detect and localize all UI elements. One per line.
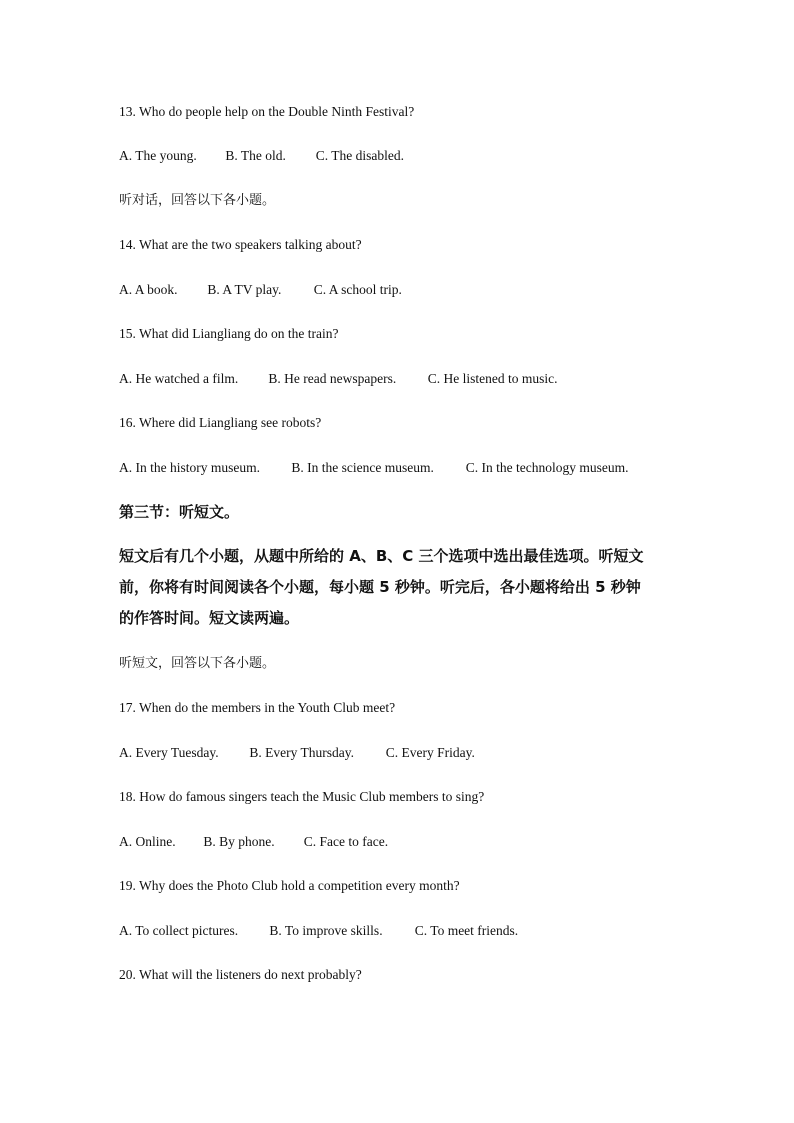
- option-b: B. Every Thursday.: [249, 745, 354, 760]
- instruction-line: 的作答时间。短文读两遍。: [119, 609, 300, 627]
- question-17-options: [119, 744, 475, 762]
- question-19: 19. Why does the Photo Club hold a competition every month?: [119, 878, 460, 893]
- question-15: 15. What did Liangliang do on the train?: [119, 326, 339, 341]
- option-a: A. Online.: [119, 834, 176, 849]
- option-a: A. Every Tuesday.: [119, 745, 219, 760]
- question-18-options: [119, 833, 388, 851]
- question-20: 20. What will the listeners do next probably?: [119, 967, 362, 982]
- question-13: 13. Who do people help on the Double Ninth Festival?: [119, 104, 415, 119]
- option-a: A. In the history museum.: [119, 460, 260, 475]
- option-b: B. By phone.: [203, 834, 275, 849]
- option-a: A. The young.: [119, 148, 197, 163]
- option-c: C. Every Friday.: [385, 745, 475, 760]
- option-b: B. In the science museum.: [291, 460, 434, 475]
- question-15-options: [119, 370, 557, 388]
- question-14: 14. What are the two speakers talking about?: [119, 237, 362, 252]
- question-14-options: [119, 281, 402, 299]
- section-instructions: [119, 541, 679, 634]
- question-16: 16. Where did Liangliang see robots?: [119, 415, 322, 430]
- option-c: C. To meet friends.: [414, 923, 519, 938]
- option-c: C. Face to face.: [303, 834, 389, 849]
- instruction-line: 前，你将有时间阅读各个小题，每小题 5 秒钟。听完后，各小题将给出 5 秒钟: [119, 578, 641, 596]
- instruction-line: 短文后有几个小题，从题中所给的 A、B、C 三个选项中选出最佳选项。听短文: [119, 547, 644, 565]
- section-title: 第三节：听短文。: [119, 503, 240, 521]
- option-b: B. To improve skills.: [269, 923, 383, 938]
- question-18: 18. How do famous singers teach the Music Club members to sing?: [119, 789, 485, 804]
- option-c: C. The disabled.: [315, 148, 404, 163]
- option-c: C. A school trip.: [313, 282, 402, 297]
- option-c: C. In the technology museum.: [465, 460, 629, 475]
- option-b: B. The old.: [225, 148, 286, 163]
- question-17: 17. When do the members in the Youth Club meet?: [119, 700, 396, 715]
- option-a: A. He watched a film.: [119, 371, 239, 386]
- question-19-options: [119, 922, 518, 940]
- passage-instruction: 听短文，回答以下各小题。: [119, 656, 276, 671]
- option-b: B. A TV play.: [207, 282, 282, 297]
- dialog-instruction: 听对话，回答以下各小题。: [119, 193, 276, 208]
- option-b: B. He read newspapers.: [268, 371, 397, 386]
- question-16-options: [119, 459, 628, 477]
- option-a: A. A book.: [119, 282, 178, 297]
- option-a: A. To collect pictures.: [119, 923, 239, 938]
- question-13-options: [119, 147, 404, 165]
- option-c: C. He listened to music.: [427, 371, 558, 386]
